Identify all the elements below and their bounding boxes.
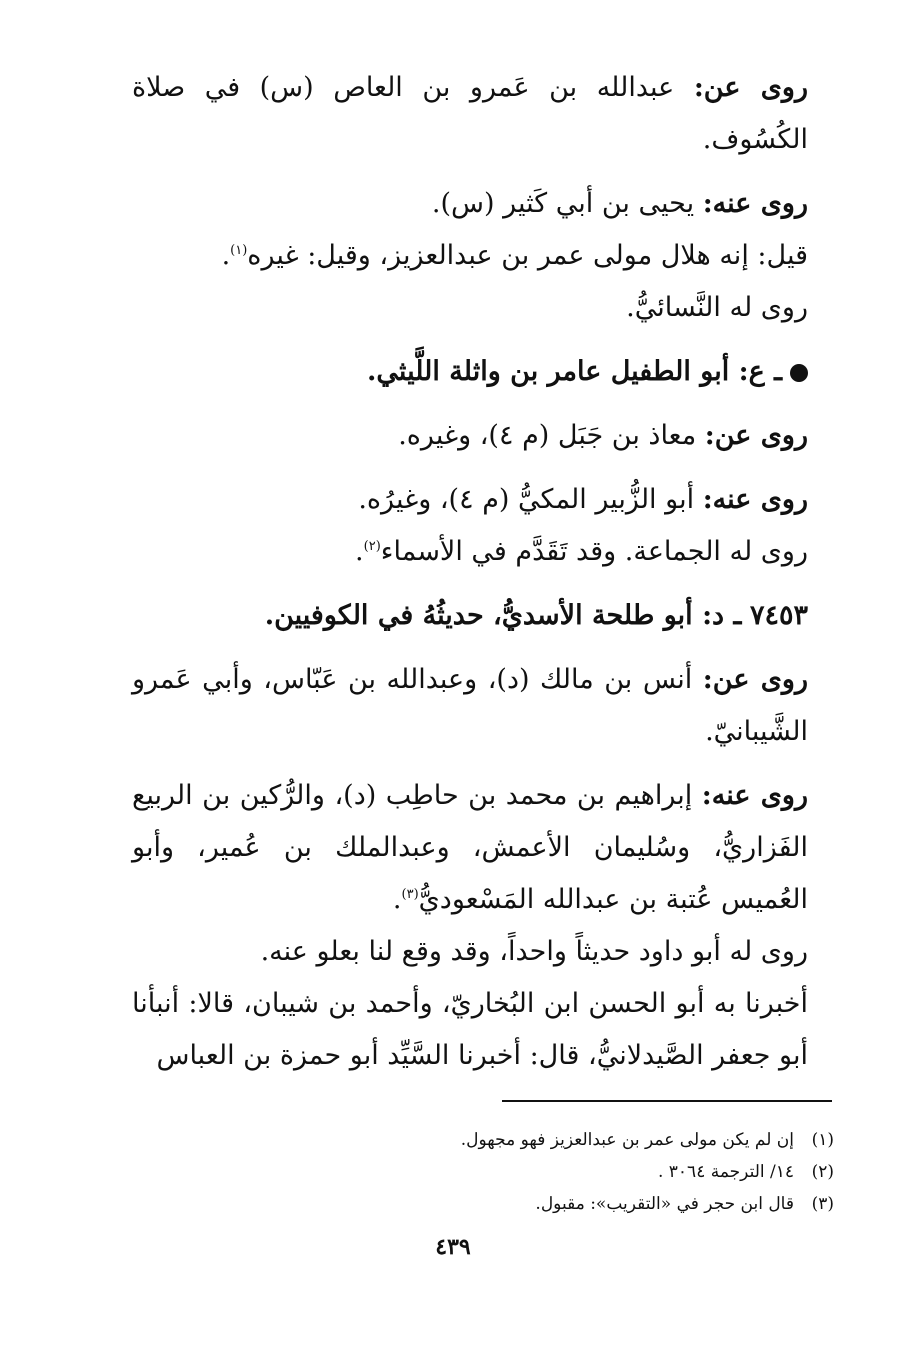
- transmitted-by: روى له أبو داود حديثاً واحداً، وقد وقع لنا بعلو عنه.: [260, 936, 808, 967]
- main-text: [132, 62, 838, 1082]
- narrated-from: روى عن: أنس بن مالك (د)، وعبدالله بن عَبّاس، وأبي عَمرو الشَّيبانيّ.: [132, 664, 808, 747]
- footnote: (٢)١٤/ الترجمة ٣٠٦٤ .: [657, 1162, 834, 1182]
- footnote-divider: [502, 1100, 832, 1102]
- narrated-from: روى عن: عبدالله بن عَمرو بن العاص (س) في صلاة الكُسُوف.: [132, 72, 808, 155]
- footnote: (١)إن لم يكن مولى عمر بن عبدالعزيز فهو مجهول.: [460, 1130, 834, 1150]
- footnotes: [300, 1124, 834, 1220]
- narrated-by: روى عنه: يحيى بن أبي كَثير (س).: [431, 188, 808, 219]
- narrated-by: روى عنه: إبراهيم بن محمد بن حاطِب (د)، والرُّكين بن الربيع الفَزاريُّ، وسُليمان الأعمش، وعبدالملك بن عُمير، وأبو العُميس عُتبة بن عبدالله المَسْعوديُّ$^{(٣)}$.: [132, 780, 808, 915]
- narrated-from: روى عن: معاذ بن جَبَل (م ٤)، وغيره.: [398, 420, 808, 451]
- footnote-ref-1: (١): [230, 243, 248, 258]
- isnad-paragraph: أخبرنا به أبو الحسن ابن البُخاريّ، وأحمد بن شيبان، قالا: أنبأنا أبو جعفر الصَّيدلانيُّ، قال: أخبرنا السَّيِّد أبو حمزة بن العباس: [132, 988, 808, 1071]
- transmitted-by: روى له النَّسائيُّ.: [626, 292, 808, 323]
- narrated-by: روى عنه: أبو الزُّبير المكيُّ (م ٤)، وغيرُه.: [358, 484, 808, 515]
- note-line: قيل: إنه هلال مولى عمر بن عبدالعزيز، وقيل: غيره$^{(١)}$.: [221, 240, 808, 271]
- entry-heading: ـ ع: أبو الطفيل عامر بن واثلة اللَّيثي.: [132, 346, 838, 398]
- entry-heading: ٧٤٥٣ ـ د: أبو طلحة الأسديُّ، حديثُهُ في الكوفيين.: [264, 600, 808, 631]
- transmitted-by: روى له الجماعة. وقد تَقَدَّم في الأسماء$^{(٢)}$.: [355, 536, 808, 567]
- page-number: ٤٣٩: [435, 1234, 471, 1260]
- bullet-icon: [790, 364, 808, 382]
- footnote-ref-2: (٢): [363, 539, 381, 554]
- footnote-ref-3: (٣): [401, 887, 419, 902]
- footnote: (٣)قال ابن حجر في «التقريب»: مقبول.: [535, 1194, 834, 1214]
